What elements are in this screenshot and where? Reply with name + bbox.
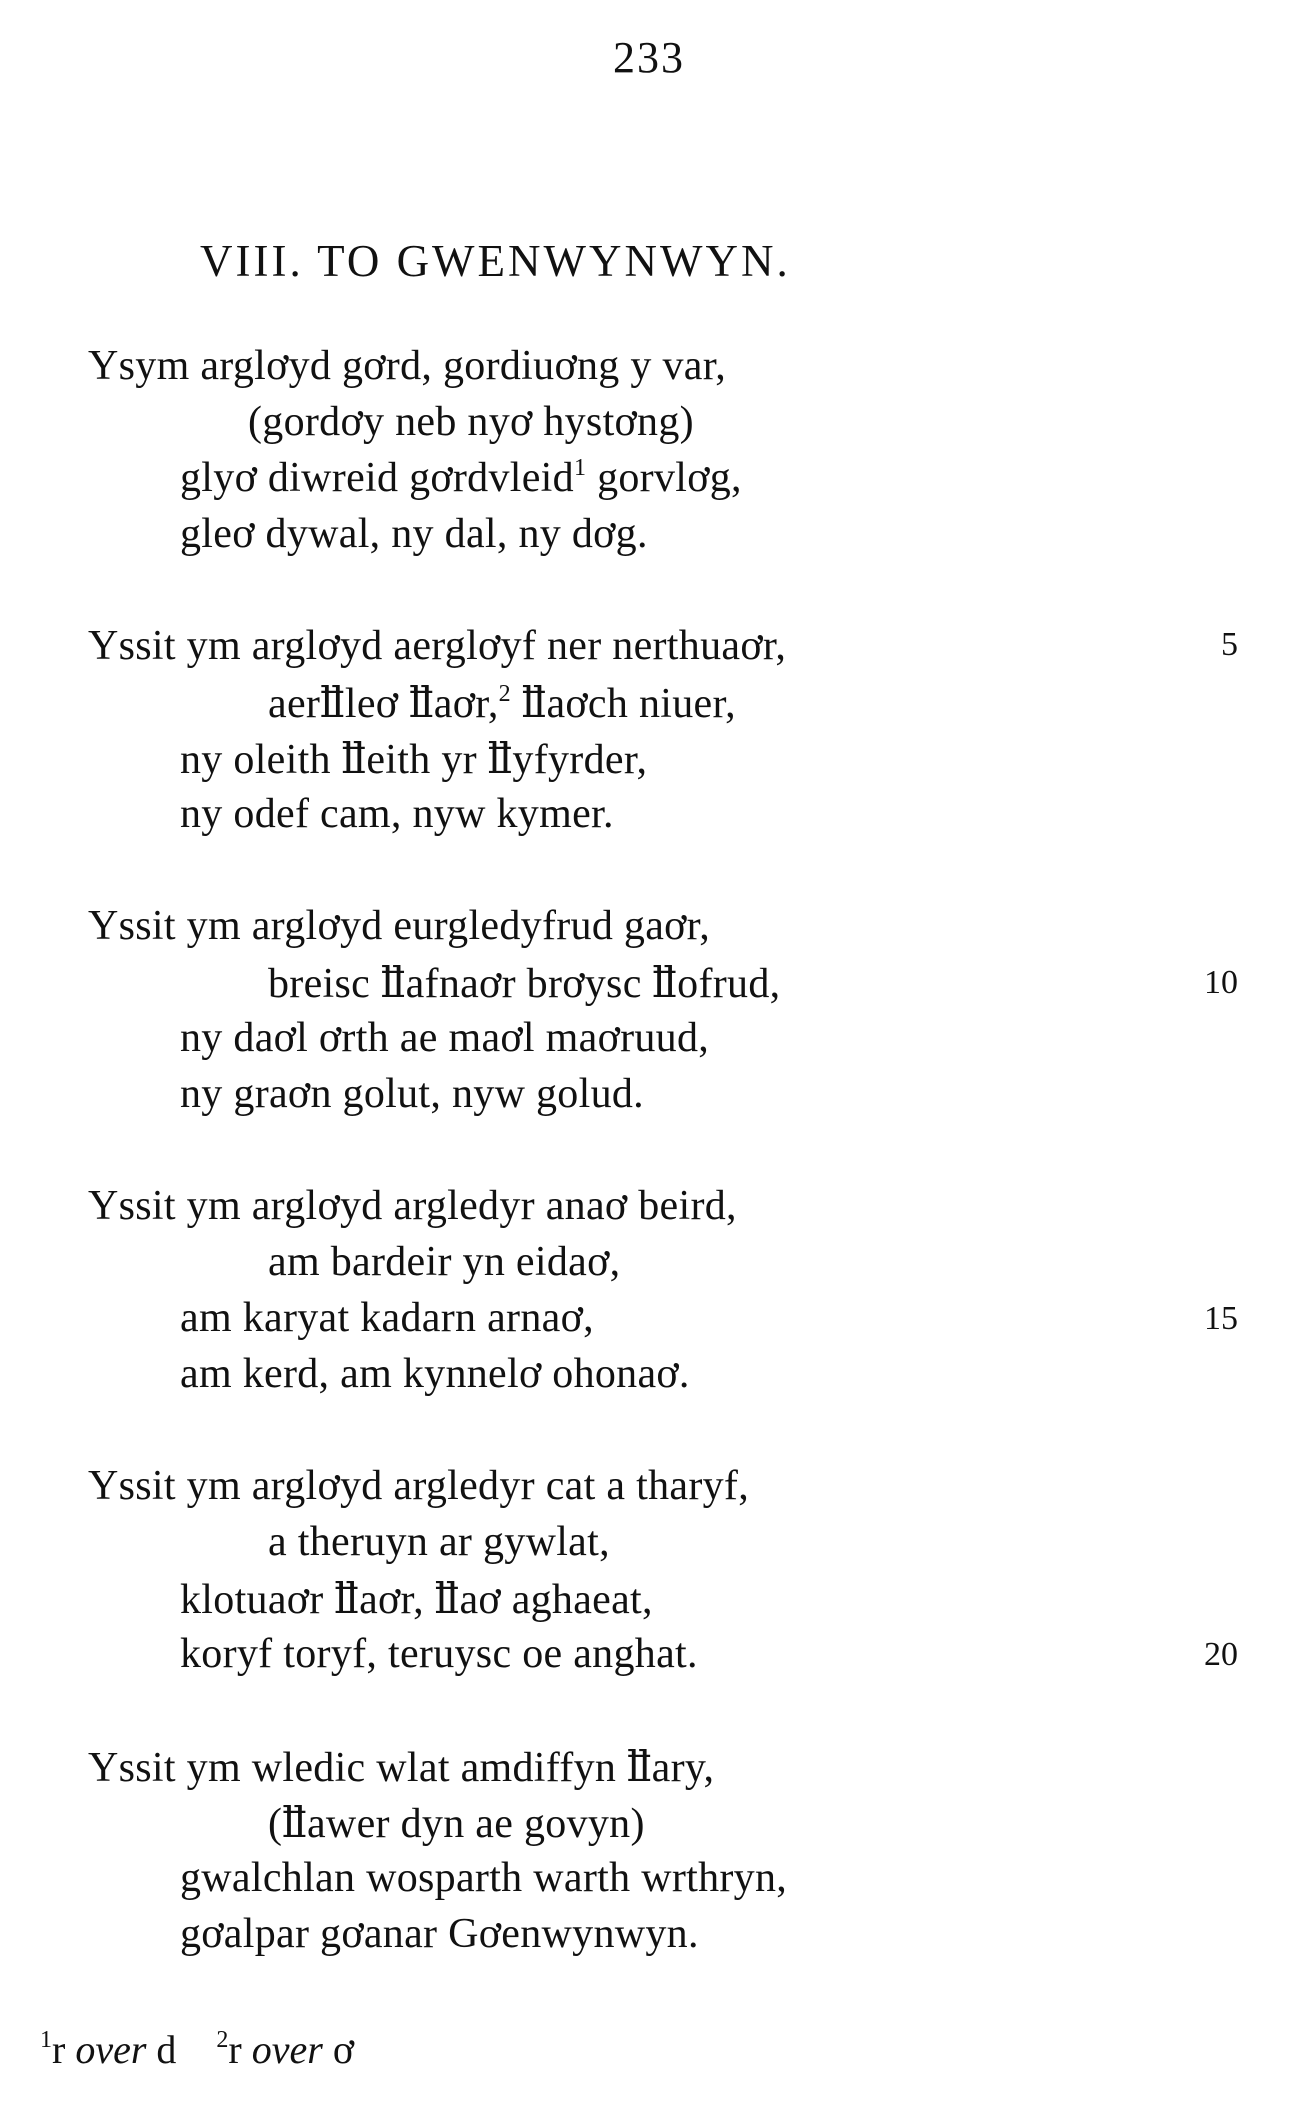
verse-line: klotuaơr ỻaơr, ỻaơ aghaeat, <box>180 1577 653 1623</box>
footnote-letter: r <box>228 2027 242 2072</box>
footnote-ref: 1 <box>573 455 587 481</box>
verse-line: am bardeir yn eidaơ, <box>268 1239 621 1285</box>
verse-line: aerỻleơ ỻaơr,$^2$ ỻaơch niuer, <box>268 681 736 727</box>
footnote-word: over <box>75 2027 147 2072</box>
line-number: 15 <box>1204 1300 1238 1337</box>
verse-line: Yssit ym arglơyd argledyr cat a tharyf, <box>88 1463 750 1509</box>
footnote-target: ơ <box>332 2027 354 2072</box>
verse-line: am kerd, am kynnelơ ohonaơ. <box>180 1351 690 1397</box>
footnote-target: d <box>156 2027 177 2072</box>
verse-line: (gordơy neb nyơ hystơng) <box>248 399 694 445</box>
line-number: 10 <box>1204 964 1238 1001</box>
footnotes <box>40 2026 354 2073</box>
verse-line: glyơ diwreid gơrdvleid$^1$ gorvlơg, <box>180 455 742 501</box>
verse-line: Yssit ym wledic wlat amdiffyn ỻary, <box>88 1745 715 1791</box>
verse-line: gơalpar gơanar Gơenwynwyn. <box>180 1911 699 1957</box>
verse-line: breisc ỻafnaơr brơysc ỻofrud, <box>268 961 781 1007</box>
verse-line: Yssit ym arglơyd eurgledyfrud gaơr, <box>88 903 711 949</box>
footnote-word: over <box>251 2027 323 2072</box>
line-number: 20 <box>1204 1636 1238 1673</box>
verse-line: ny odef cam, nyw kymer. <box>180 791 614 837</box>
poem-title: VIII. TO GWENWYNWYN. <box>200 236 791 286</box>
footnote-letter: r <box>52 2027 66 2072</box>
footnote-mark: 1 <box>40 2027 52 2053</box>
verse-line: a theruyn ar gywlat, <box>268 1519 610 1565</box>
verse-line: gleơ dywal, ny dal, ny dơg. <box>180 511 648 557</box>
verse-line: koryf toryf, teruysc oe anghat. <box>180 1631 698 1677</box>
verse-line: am karyat kadarn arnaơ, <box>180 1295 594 1341</box>
verse-line: Yssit ym arglơyd aerglơyf ner nerthuaơr, <box>88 623 787 669</box>
verse-line: Ysym arglơyd gơrd, gordiuơng y var, <box>88 343 727 389</box>
verse-line: gwalchlan wosparth warth wrthryn, <box>180 1855 788 1901</box>
footnote-ref: 2 <box>498 681 511 707</box>
verse-line: ny oleith ỻeith yr ỻyfyrder, <box>180 737 648 783</box>
verse-line: (ỻawer dyn ae govyn) <box>268 1801 645 1847</box>
verse-line: ny graơn golut, nyw golud. <box>180 1071 644 1117</box>
verse-line: Yssit ym arglơyd argledyr anaơ beird, <box>88 1183 737 1229</box>
line-number: 5 <box>1221 626 1238 663</box>
page-number: 233 <box>613 33 685 82</box>
verse-line: ny daơl ơrth ae maơl maơruud, <box>180 1015 710 1061</box>
footnote-mark: 2 <box>216 2027 229 2053</box>
